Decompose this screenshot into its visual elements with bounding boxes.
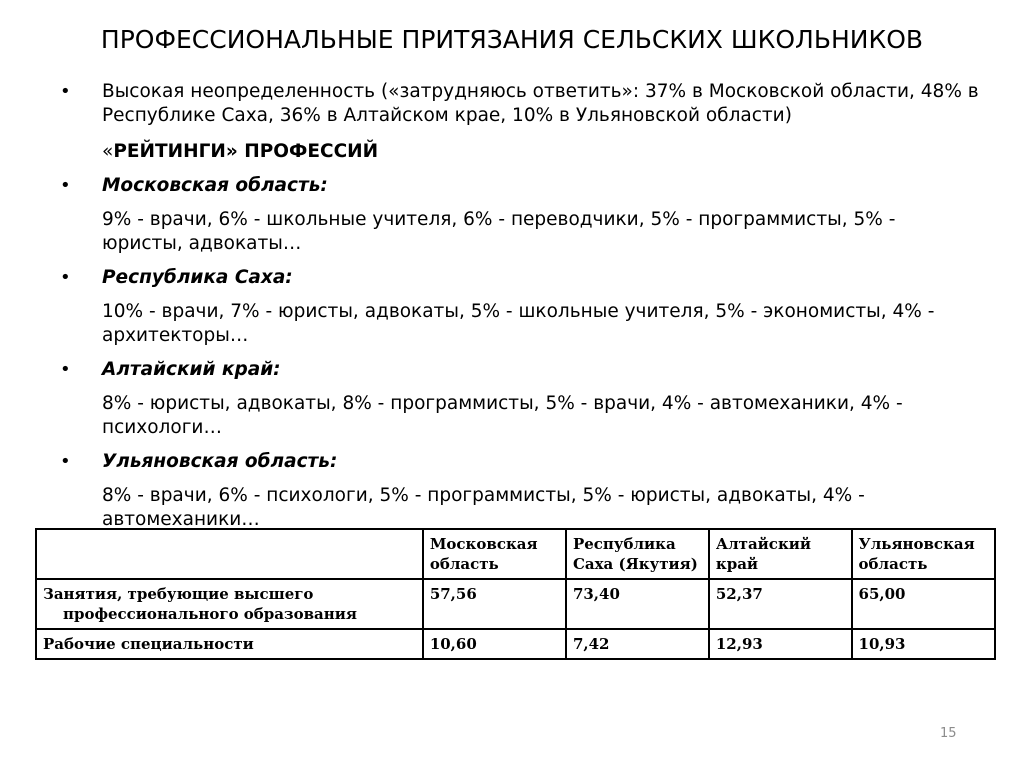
region-name: Ульяновская область: [102, 451, 338, 472]
row-label-text: Занятия, требующие высшего профессионального образования [43, 585, 357, 623]
uncertainty-text: Высокая неопределенность («затрудняюсь ответить»: 37% в Московской области, 48% в Республике Саха, 36% в Алтайском крае, 10% в Ульяновской области) [102, 81, 979, 126]
bullet-icon: • [60, 267, 71, 288]
bullet-icon: • [60, 359, 71, 380]
region-details-altai: 8% - юристы, адвокаты, 8% - программисты, 5% - врачи, 4% - автомеханики, 4% - психологи… [102, 393, 903, 438]
region-item-altai [60, 358, 980, 382]
region-name: Алтайский край: [102, 359, 281, 380]
region-details-sakha: 10% - врачи, 7% - юристы, адвокаты, 5% - школьные учителя, 5% - экономисты, 4% - архитекторы… [102, 301, 935, 346]
region-details-moscow: 9% - врачи, 6% - школьные учителя, 6% - переводчики, 5% - программисты, 5% - юристы, адвокаты… [102, 209, 896, 254]
table-header-row [36, 529, 995, 579]
table-header-cell: Алтайский край [709, 529, 852, 579]
region-details-ulyanovsk: 8% - врачи, 6% - психологи, 5% - программисты, 5% - юристы, адвокаты, 4% - автомеханики… [102, 485, 865, 530]
ratings-heading-text: РЕЙТИНГИ» ПРОФЕССИЙ [113, 141, 379, 162]
region-name: Республика Саха: [102, 267, 293, 288]
statistics-table [35, 528, 996, 660]
slide-content [60, 80, 980, 532]
table-header-cell: Ульяновская область [852, 529, 995, 579]
uncertainty-item [60, 80, 980, 128]
ratings-heading [60, 140, 980, 164]
table-cell: 7,42 [566, 629, 709, 659]
table-cell: 10,93 [852, 629, 995, 659]
table-row [36, 579, 995, 629]
table-header-cell: Республика Саха (Якутия) [566, 529, 709, 579]
table-header-cell: Московская область [423, 529, 566, 579]
region-item-ulyanovsk [60, 450, 980, 474]
table-cell: 65,00 [852, 579, 995, 629]
table-header-cell [36, 529, 423, 579]
table-cell: 57,56 [423, 579, 566, 629]
region-item-moscow [60, 174, 980, 198]
slide-title: ПРОФЕССИОНАЛЬНЫЕ ПРИТЯЗАНИЯ СЕЛЬСКИХ ШКОЛЬНИКОВ [100, 25, 924, 54]
table-cell: 12,93 [709, 629, 852, 659]
region-name: Московская область: [102, 175, 328, 196]
bullet-icon: • [60, 81, 71, 102]
bullet-icon: • [60, 175, 71, 196]
table-cell: 10,60 [423, 629, 566, 659]
ratings-open-quote: « [102, 141, 114, 162]
table-row-label [36, 579, 423, 629]
table-cell: 73,40 [566, 579, 709, 629]
table-row-label: Рабочие специальности [36, 629, 423, 659]
page-number: 15 [940, 726, 957, 741]
table-row [36, 629, 995, 659]
table-cell: 52,37 [709, 579, 852, 629]
bullet-icon: • [60, 451, 71, 472]
region-item-sakha [60, 266, 980, 290]
